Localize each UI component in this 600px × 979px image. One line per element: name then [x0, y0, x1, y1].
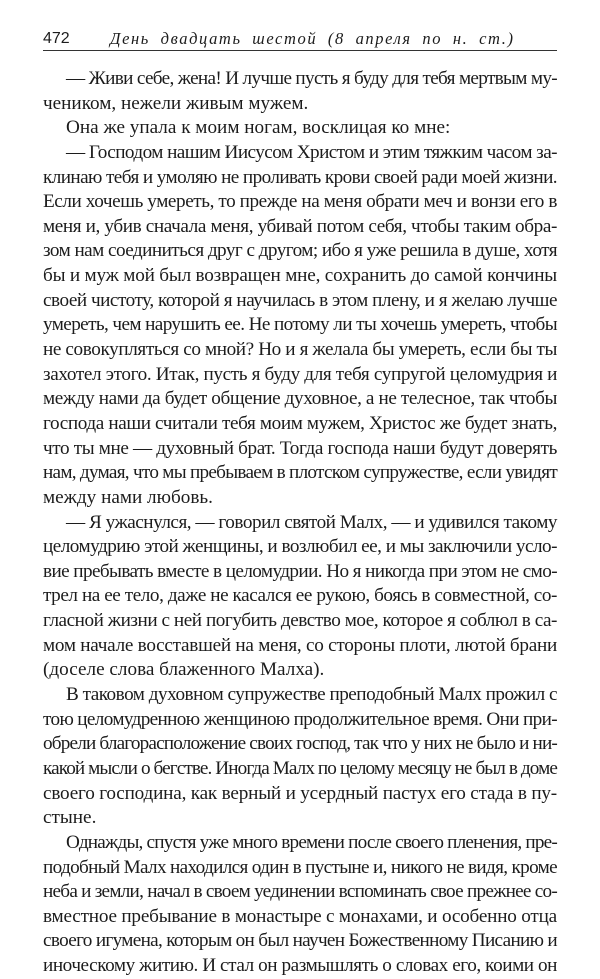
- running-head: [43, 28, 557, 51]
- text-line: своего господина, как верный и усердный пастух его стада в пу-: [43, 782, 557, 804]
- text-line: — Я ужаснулся, — говорил святой Малх, — и удивился такому: [66, 511, 557, 533]
- text-line: — Живи себе, жена! И лучше пусть я буду для тебя мертвым му-: [66, 68, 557, 89]
- text-line: какой мысли о бегстве. Иногда Малх по целому месяцу не был в доме: [43, 757, 557, 779]
- page-number: 472: [43, 30, 70, 47]
- text-line: обрели благорасположение своих господ, так что у них не было и ни-: [43, 733, 557, 755]
- text-line: мом начале восставшей на меня, со стороны плоти, лютой брани: [43, 634, 557, 656]
- text-line: захотел этого. Итак, пусть я буду для тебя супругой целомудрия и: [43, 363, 557, 385]
- text-line: своей чистоту, которой я научилась в этом плену, и я желаю лучше: [43, 289, 557, 311]
- text-line: между нами да будет общение духовное, а не телесное, так чтобы: [43, 388, 557, 410]
- running-head-title: День двадцать шестой (8 апреля по н. ст.): [110, 29, 515, 48]
- text-line: стыне.: [43, 807, 97, 829]
- text-line: целомудрию этой женщины, и возлюбил ее, и мы заключили усло-: [43, 536, 557, 558]
- text-line: меня и, убив сначала меня, убивай потом себя, чтобы таким обра-: [43, 215, 557, 237]
- text-line: что ты мне — духовный брат. Тогда господа наши будут доверять: [43, 437, 557, 459]
- text-line: тою целомудренною женщиною продолжительное время. Они при-: [43, 708, 557, 730]
- text-line: вместное пребывание в монастыре с монахами, и особенно отца: [43, 905, 557, 927]
- text-line: неба и земли, начал в своем уединении вспоминать свое прежнее со-: [43, 881, 557, 903]
- text-line: чеником, нежели живым мужем.: [43, 92, 309, 114]
- text-line: В таковом духовном супружестве преподобный Малх прожил с: [66, 684, 557, 706]
- text-line: умереть, чем нарушить ее. Не потому ли ты хочешь умереть, чтобы: [43, 314, 557, 336]
- text-line: Если хочешь умереть, то прежде на меня обрати меч и вонзи его в: [43, 191, 557, 213]
- text-line: бы и муж мой был возвращен мне, сохранить до самой кончины: [43, 265, 557, 287]
- text-line: нам, думая, что мы пребываем в плотском супружестве, если увидят: [43, 462, 557, 484]
- text-line: подобный Малх находился один в пустыне и, никого не видя, кроме: [43, 856, 557, 878]
- text-line: — Господом нашим Иисусом Христом и этим тяжким часом за-: [66, 141, 557, 163]
- text-line: клинаю тебя и умоляю не проливать крови своей ради моей жизни.: [43, 166, 557, 188]
- body-text: [43, 67, 557, 979]
- text-line: гласной жизни с ней погубить девство мое, которое я соблюл в са-: [43, 610, 557, 632]
- text-line: иноческому житию. И стал он размышлять о словах его, коими он: [43, 955, 557, 977]
- text-line: между нами любовь.: [43, 486, 213, 508]
- text-line: господа наши считали тебя моим мужем, Христос же будет знать,: [43, 412, 557, 434]
- text-line: не совокупляться со мной? Но и я желала бы умереть, если бы ты: [43, 339, 557, 361]
- text-line: трел на ее тело, даже не касался ее рукою, боясь в совместной, со-: [43, 585, 557, 607]
- text-line: вие пребывать вместе в целомудрии. Но я никогда при этом не смо-: [43, 560, 557, 582]
- text-line: Однажды, спустя уже много времени после своего пленения, пре-: [66, 831, 557, 853]
- text-line: зом нам соединиться друг с другом; ибо я уже решила в душе, хотя: [43, 240, 557, 262]
- text-line: Она же упала к моим ногам, восклицая ко мне:: [66, 117, 451, 139]
- text-line: (доселе слова блаженного Малха).: [43, 659, 325, 681]
- text-line: своего игумена, которым он был научен Божественному Писанию и: [43, 930, 557, 952]
